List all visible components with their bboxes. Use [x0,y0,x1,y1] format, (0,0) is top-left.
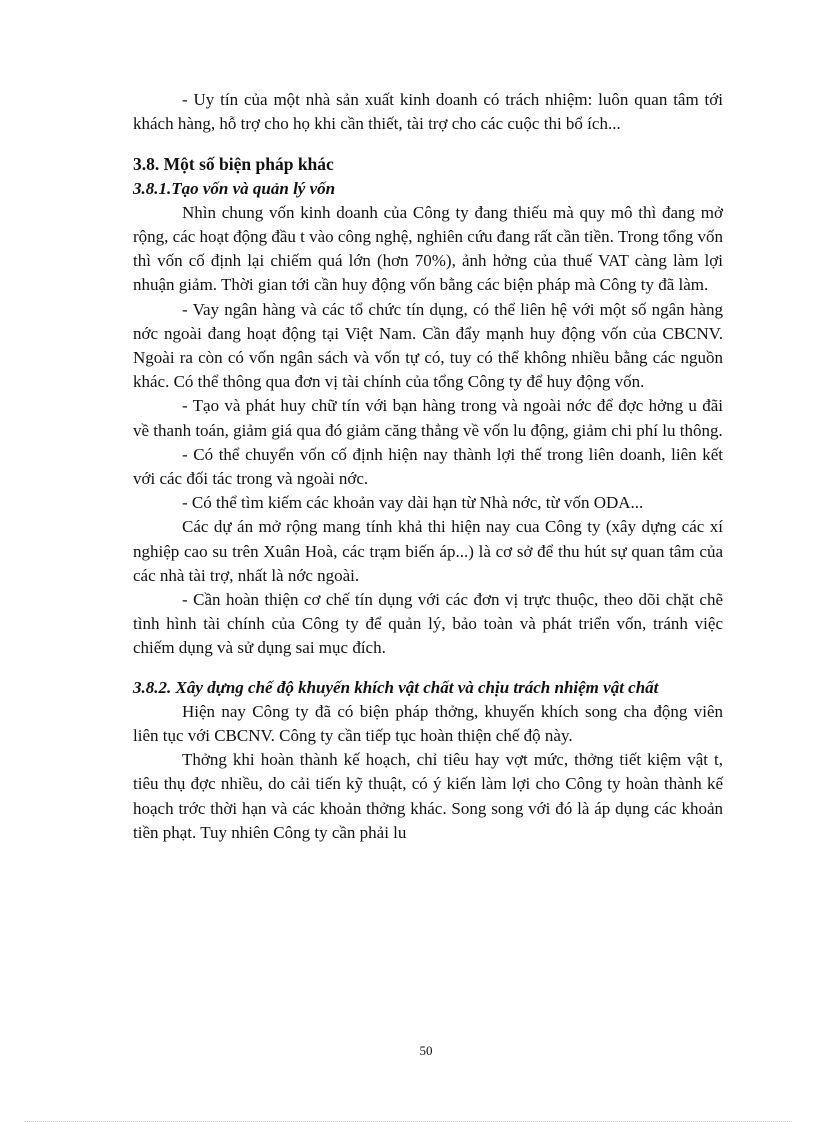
paragraph: Các dự án mở rộng mang tính khả thi hiện nay cua Công ty (xây dựng các xí nghiệp cao su trên Xuân Hoà, các trạm biến áp...) là cơ sở để thu hút sự quan tâm của các nhà tài trợ, nhất là nớc ngoài. [133,517,723,585]
paragraph: - Cần hoàn thiện cơ chế tín dụng với các đơn vị trực thuộc, theo dõi chặt chẽ tình hình tài chính của Công ty để quản lý, bảo toàn và phát triển vốn, tránh việc chiếm dụng và sử dụng sai mục đích. [133,590,723,658]
paragraph: - Có thể chuyển vốn cố định hiện nay thành lợi thế trong liên doanh, liên kết với các đối tác trong và ngoài nớc. [133,444,723,489]
intro-paragraph: - Uy tín của một nhà sản xuất kinh doanh có trách nhiệm: luôn quan tâm tới khách hàng, hỗ trợ cho họ khi cần thiết, tài trợ cho các cuộc thi bổ ích... [133,90,723,134]
document-body [133,88,723,845]
page-number: 50 [419,1043,433,1058]
footer-divider [24,1121,792,1122]
subsection-heading-3-8-1: 3.8.1.Tạo vốn và quản lý vốn [133,178,336,198]
paragraph: - Có thể tìm kiếm các khoản vay dài hạn từ Nhà nớc, từ vốn ODA... [182,493,644,513]
paragraph: Nhìn chung vốn kinh doanh của Công ty đang thiếu mà quy mô thì đang mở rộng, các hoạt động đầu t vào công nghệ, nghiên cứu đang rất cần tiền. Trong tổng vốn thì vốn cố định lại chiếm quá lớn (hơn 70%), ảnh hởng của thuế VAT càng làm lợi nhuận giảm. Thời gian tới cần huy động vốn bằng các biện pháp mà Công ty đã làm. [133,202,723,295]
subsection-heading-3-8-2: 3.8.2. Xây dựng chế độ khuyến khích vật chất và chịu trách nhiệm vật chất [133,677,659,697]
paragraph: Thởng khi hoàn thành kế hoạch, chỉ tiêu hay vợt mức, thởng tiết kiệm vật t, tiêu thụ đợc nhiều, do cải tiến kỹ thuật, có ý kiến làm lợi cho Công ty hoàn thành kế hoạch trớc thời hạn và các khoản thởng khác. Song song với đó là áp dụng các khoản tiền phạt. Tuy nhiên Công ty cần phải lu [133,750,723,842]
paragraph: - Vay ngân hàng và các tổ chức tín dụng, có thể liên hệ với một số ngân hàng nớc ngoài đang hoạt động tại Việt Nam. Cần đẩy mạnh huy động vốn của CBCNV. Ngoài ra còn có vốn ngân sách và vốn tự có, tuy có thể không nhiều bằng các nguồn khác. Có thể thông qua đơn vị tài chính của tổng Công ty để huy động vốn. [133,299,723,392]
section-heading: 3.8. Một số biện pháp khác [133,154,334,175]
paragraph: Hiện nay Công ty đã có biện pháp thởng, khuyến khích song cha động viên liên tục với CBCNV. Công ty cần tiếp tục hoàn thiện chế độ này. [133,701,723,746]
paragraph: - Tạo và phát huy chữ tín với bạn hàng trong và ngoài nớc để đợc hởng u đãi về thanh toán, giảm giá qua đó giảm căng thẳng về vốn lu động, giảm chi phí lu thông. [133,396,723,440]
